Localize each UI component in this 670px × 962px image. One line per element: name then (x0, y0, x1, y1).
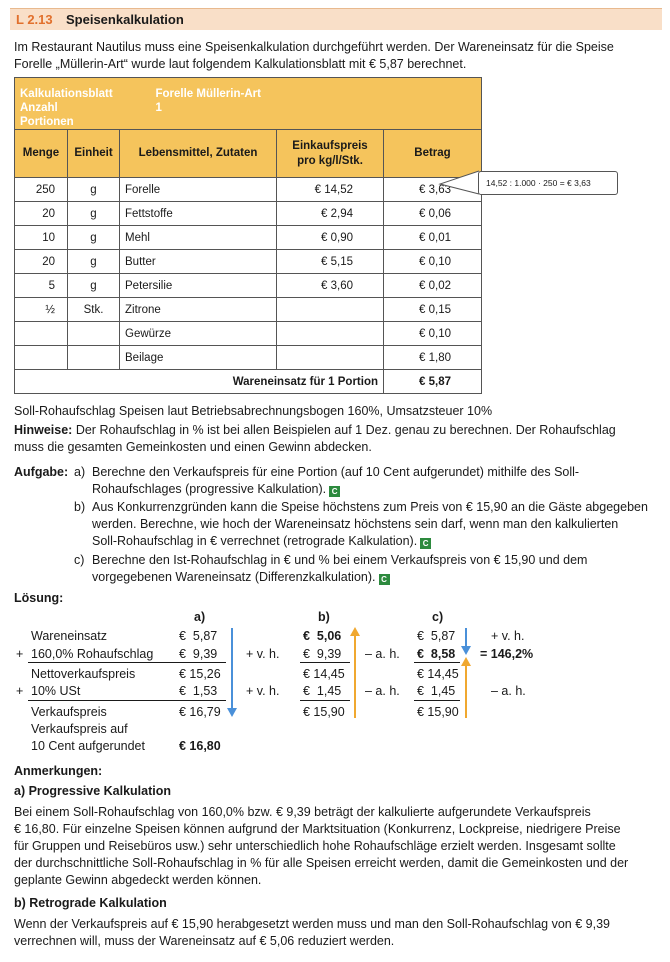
arrow-up-icon (461, 656, 471, 718)
value-a: € 15,26 (179, 667, 221, 681)
value-c: € 5,87 (417, 629, 456, 643)
table-cell: € 3,60 (277, 274, 384, 298)
table-cell (15, 346, 68, 370)
solution-label: 10 Cent aufgerundet (31, 739, 145, 753)
table-cell: Forelle (120, 178, 277, 202)
table-cell: 10 (15, 226, 68, 250)
value-c: € 1,45 (417, 684, 456, 698)
task-letter: b) (74, 500, 86, 514)
table-cell: € 2,94 (277, 202, 384, 226)
hinweise-line2: muss die gesamten Gemeinkosten und einen Gewinn abdecken. (14, 440, 372, 454)
table-cell: € 0,90 (277, 226, 384, 250)
value-a-rounded: € 16,80 (179, 739, 221, 753)
table-cell: € 5,15 (277, 250, 384, 274)
table-cell: € 0,15 (384, 298, 482, 322)
solution-label: 160,0% Rohaufschlag (31, 647, 154, 661)
table-row (15, 346, 482, 370)
arrow-down-icon (461, 628, 471, 658)
table-cell: Petersilie (120, 274, 277, 298)
c-result: = 146,2% (480, 647, 534, 661)
column-header: Betrag (384, 130, 482, 178)
calculation-callout: 14,52 : 1.000 · 250 = € 3,63 (478, 171, 618, 195)
table-cell: € 0,01 (384, 226, 482, 250)
competence-badge: C (420, 538, 431, 549)
column-header: Einkaufspreis pro kg/l/Stk. (277, 130, 384, 178)
table-row (15, 322, 482, 346)
total-value: € 5,87 (384, 370, 482, 394)
solution-label: Wareneinsatz (31, 629, 107, 643)
table-cell: 250 (15, 178, 68, 202)
solution-label: Verkaufspreis auf (31, 722, 128, 736)
table-cell (15, 322, 68, 346)
column-header: Lebensmittel, Zutaten (120, 130, 277, 178)
table-row (15, 178, 482, 202)
value-c: € 8,58 (417, 647, 456, 661)
solution-label: Nettoverkaufspreis (31, 667, 136, 681)
column-header: Einheit (68, 130, 120, 178)
table-title-row: Kalkulationsblatt Anzahl Portionen Forelle Müllerin-Art 1 (15, 78, 482, 130)
value-a: € 1,53 (179, 684, 218, 698)
aufgabe-label: Aufgabe: (14, 465, 69, 479)
value-a: € 9,39 (179, 647, 218, 661)
arrow-down-icon (227, 628, 237, 718)
table-cell: € 3,63 (384, 178, 482, 202)
table-cell (68, 346, 120, 370)
value-a: € 5,87 (179, 629, 218, 643)
table-cell: € 0,02 (384, 274, 482, 298)
arrow-up-icon (350, 626, 360, 718)
competence-badge: C (379, 574, 390, 585)
column-a-header: a) (194, 610, 206, 624)
table-cell: g (68, 178, 120, 202)
anmerkung-b-title: b) Retrograde Kalkulation (14, 896, 167, 910)
value-b: € 9,39 (303, 647, 342, 661)
task-letter: a) (74, 465, 86, 479)
value-b: € 14,45 (303, 667, 345, 681)
table-total-row (15, 370, 482, 394)
value-b: € 1,45 (303, 684, 342, 698)
table-cell: 20 (15, 202, 68, 226)
table-cell: g (68, 202, 120, 226)
table-cell: Mehl (120, 226, 277, 250)
table-cell: ½ (15, 298, 68, 322)
value-c: € 15,90 (417, 705, 459, 719)
table-cell (277, 322, 384, 346)
column-header: Menge (15, 130, 68, 178)
table-cell: € 0,10 (384, 250, 482, 274)
section-title: Speisenkalkulation (66, 12, 184, 27)
table-cell: g (68, 226, 120, 250)
table-cell: g (68, 274, 120, 298)
table-cell: Beilage (120, 346, 277, 370)
table-cell: Butter (120, 250, 277, 274)
hinweise-line1: Hinweise: Der Rohaufschlag in % ist bei allen Beispielen auf 1 Dez. genau zu berechnen. Der Rohaufschlag (14, 423, 616, 437)
table-row (15, 250, 482, 274)
calculation-table (14, 77, 482, 394)
table-row (15, 202, 482, 226)
anmerkungen-label: Anmerkungen: (14, 764, 103, 778)
table-row (15, 274, 482, 298)
table-cell: Gewürze (120, 322, 277, 346)
section-number: L 2.13 (16, 12, 53, 27)
table-cell: € 0,10 (384, 322, 482, 346)
competence-badge: C (329, 486, 340, 497)
table-cell: € 14,52 (277, 178, 384, 202)
table-header-row (15, 130, 482, 178)
loesung-label: Lösung: (14, 591, 64, 605)
table-cell: Zitrone (120, 298, 277, 322)
intro-text: Im Restaurant Nautilus muss eine Speisenkalkulation durchgeführt werden. Der Wareneinsatz für die Speise Forelle „Müllerin-Art“ wurde laut folgendem Kalkulationsblatt mit € 5,87 berechnet. (14, 40, 614, 71)
value-b: € 15,90 (303, 705, 345, 719)
anmerkung-a-title: a) Progressive Kalkulation (14, 784, 172, 798)
table-cell: 20 (15, 250, 68, 274)
table-cell (277, 346, 384, 370)
column-c-header: c) (432, 610, 444, 624)
table-cell: € 1,80 (384, 346, 482, 370)
table-row (15, 298, 482, 322)
table-cell (277, 298, 384, 322)
table-cell (68, 322, 120, 346)
table-cell: Stk. (68, 298, 120, 322)
table-cell: 5 (15, 274, 68, 298)
solution-label: Verkaufspreis (31, 705, 107, 719)
callout-pointer (438, 170, 480, 196)
solution-label: 10% USt (31, 684, 81, 698)
table-cell: Fettstoffe (120, 202, 277, 226)
section-header (10, 8, 662, 30)
table-cell: € 0,06 (384, 202, 482, 226)
value-a: € 16,79 (179, 705, 221, 719)
value-c: € 14,45 (417, 667, 459, 681)
table-row (15, 226, 482, 250)
value-b: € 5,06 (303, 629, 342, 643)
total-label: Wareneinsatz für 1 Portion (15, 370, 384, 394)
table-cell: g (68, 250, 120, 274)
soll-line: Soll-Rohaufschlag Speisen laut Betriebsabrechnungsbogen 160%, Umsatzsteuer 10% (14, 404, 493, 418)
task-letter: c) (74, 553, 85, 567)
column-b-header: b) (318, 610, 330, 624)
